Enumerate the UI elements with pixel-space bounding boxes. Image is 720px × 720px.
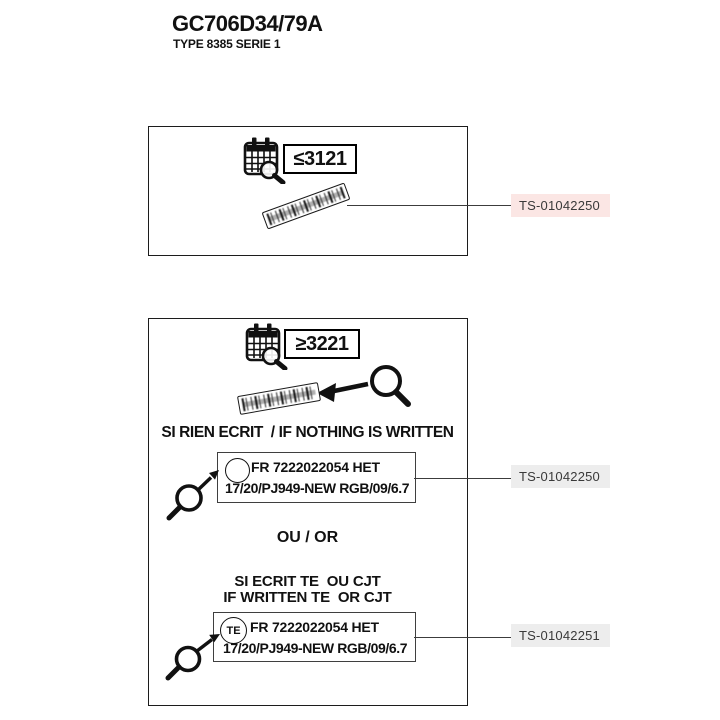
calendar-search-icon	[242, 136, 288, 184]
rating-plate-blank	[217, 452, 416, 503]
serial-range-badge: ≥3221	[284, 329, 360, 359]
case-nothing-written-heading: SI RIEN ECRIT / IF NOTHING IS WRITTEN	[161, 424, 454, 441]
part-ref-ts-01042250[interactable]: TS-01042250	[511, 194, 610, 217]
callout-line	[347, 205, 511, 206]
page-subtitle: TYPE 8385 SERIE 1	[173, 37, 281, 51]
magnifier-pointer-icon	[162, 458, 228, 524]
plate-line1: FR 7222022054 HET	[251, 459, 380, 475]
serial-range-badge: ≤3121	[283, 144, 357, 174]
callout-line	[414, 478, 511, 479]
plate-line1: FR 7222022054 HET	[250, 619, 379, 635]
case-written-heading-fr: SI ECRIT TE OU CJT	[234, 573, 381, 590]
callout-line	[414, 637, 511, 638]
rating-plate-te	[213, 612, 416, 662]
magnifier-icon	[366, 360, 418, 412]
part-ref-ts-01042250[interactable]: TS-01042250	[511, 465, 610, 488]
or-separator: OU / OR	[276, 529, 339, 546]
case-written-heading-en: IF WRITTEN TE OR CJT	[223, 589, 392, 606]
plate-line2: 17/20/PJ949-NEW RGB/09/6.7	[223, 640, 408, 656]
magnifier-pointer-icon	[158, 622, 228, 684]
marking-circle: TE	[220, 617, 247, 644]
page-title: GC706D34/79A	[172, 11, 323, 36]
plate-line2: 17/20/PJ949-NEW RGB/09/6.7	[225, 480, 410, 496]
part-ref-ts-01042251[interactable]: TS-01042251	[511, 624, 610, 647]
arrow-left-icon	[314, 376, 372, 404]
